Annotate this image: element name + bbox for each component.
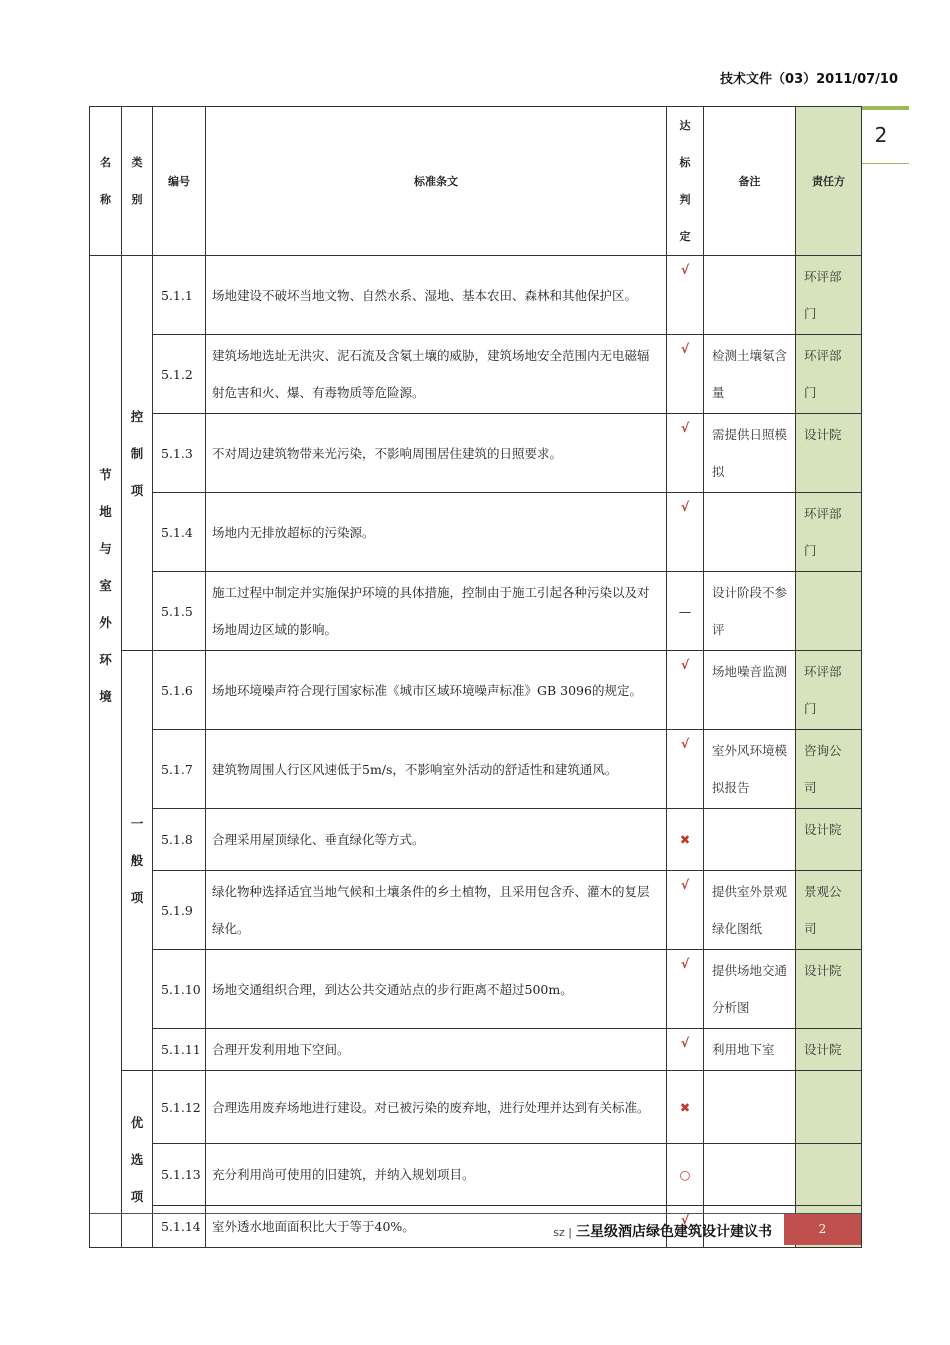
row-standard-text: 合理采用屋顶绿化、垂直绿化等方式。 [206,809,667,871]
row-responsible: 环评部门 [796,256,862,335]
row-number: 5.1.7 [153,730,206,809]
table-row [90,1071,862,1144]
row-standard-text: 充分利用尚可使用的旧建筑，并纳入规划项目。 [206,1144,667,1206]
row-judgement-mark: ✖ [667,1071,704,1144]
row-judgement-mark: √ [667,414,704,493]
row-number: 5.1.13 [153,1144,206,1206]
row-number: 5.1.12 [153,1071,206,1144]
row-standard-text: 不对周边建筑物带来光污染，不影响周围居住建筑的日照要求。 [206,414,667,493]
row-standard-text: 场地交通组织合理，到达公共交通站点的步行距离不超过500m。 [206,950,667,1029]
table-row [90,335,862,414]
row-responsible: 环评部门 [796,651,862,730]
header-note: 备注 [704,107,796,256]
row-note: 室外风环境模拟报告 [704,730,796,809]
header-number: 编号 [153,107,206,256]
row-standard-text: 合理选用废弃场地进行建设。对已被污染的废弃地，进行处理并达到有关标准。 [206,1071,667,1144]
row-responsible: 设计院 [796,1029,862,1071]
table-header-row [90,107,862,256]
row-note [704,493,796,572]
row-number: 5.1.9 [153,871,206,950]
table-row [90,493,862,572]
footer-divider [89,1213,861,1214]
section-name-cell: 节地与室外环境 [90,256,122,1248]
row-note: 需提供日照模拟 [704,414,796,493]
table-row [90,256,862,335]
table-row [90,572,862,651]
row-note: 提供室外景观绿化图纸 [704,871,796,950]
row-standard-text: 合理开发利用地下空间。 [206,1029,667,1071]
category-cell: 一般项 [122,651,153,1071]
row-note [704,1144,796,1206]
row-responsible: 环评部门 [796,493,862,572]
row-number: 5.1.5 [153,572,206,651]
row-note: 场地噪音监测 [704,651,796,730]
row-judgement-mark: √ [667,1206,704,1248]
table-row [90,730,862,809]
row-judgement-mark: √ [667,950,704,1029]
table-row [90,871,862,950]
table-row [90,1144,862,1206]
row-responsible: 设计院 [796,950,862,1029]
row-standard-text: 建筑物周围人行区风速低于5m/s，不影响室外活动的舒适性和建筑通风。 [206,730,667,809]
row-responsible: 设计院 [796,414,862,493]
row-judgement-mark: √ [667,730,704,809]
row-responsible: 设计院 [796,809,862,871]
row-judgement-mark: ✖ [667,809,704,871]
row-judgement-mark: √ [667,493,704,572]
standards-table [89,106,862,1248]
row-judgement-mark: √ [667,1029,704,1071]
row-note [704,256,796,335]
table-row [90,414,862,493]
header-responsible: 责任方 [796,107,862,256]
row-responsible: 景观公司 [796,871,862,950]
row-number: 5.1.14 [153,1206,206,1248]
row-judgement-mark: √ [667,335,704,414]
row-number: 5.1.2 [153,335,206,414]
row-number: 5.1.6 [153,651,206,730]
category-cell: 优选项 [122,1071,153,1248]
row-note: 利用地下室 [704,1029,796,1071]
row-judgement-mark: √ [667,651,704,730]
row-number: 5.1.10 [153,950,206,1029]
row-responsible [796,572,862,651]
row-responsible [796,1071,862,1144]
row-standard-text: 场地内无排放超标的污染源。 [206,493,667,572]
document-header: 技术文件（03）2011/07/10 [720,72,898,87]
table-row [90,651,862,730]
row-responsible: 咨询公司 [796,730,862,809]
header-category: 类别 [122,107,153,256]
table-row [90,1029,862,1071]
header-standard: 标准条文 [206,107,667,256]
footer-title [553,1221,772,1241]
footer-document-title: 三星级酒店绿色建筑设计建议书 [576,1224,772,1240]
row-number: 5.1.11 [153,1029,206,1071]
table-row [90,809,862,871]
row-responsible [796,1144,862,1206]
row-responsible: 环评部门 [796,335,862,414]
header-judgement: 达标判定 [667,107,704,256]
row-judgement-mark: — [667,572,704,651]
row-standard-text: 绿化物种选择适宜当地气候和土壤条件的乡土植物，且采用包含乔、灌木的复层绿化。 [206,871,667,950]
footer-page-number: 2 [784,1214,861,1245]
row-judgement-mark: ○ [667,1144,704,1206]
row-number: 5.1.8 [153,809,206,871]
footer-prefix: sz | [553,1226,572,1239]
row-number: 5.1.1 [153,256,206,335]
row-judgement-mark: √ [667,256,704,335]
row-standard-text: 建筑场地选址无洪灾、泥石流及含氡土壤的威胁，建筑场地安全范围内无电磁辐射危害和火、爆、有毒物质等危险源。 [206,335,667,414]
row-judgement-mark: √ [667,871,704,950]
table-row [90,950,862,1029]
header-name: 名称 [90,107,122,256]
row-note: 提供场地交通分析图 [704,950,796,1029]
row-standard-text: 施工过程中制定并实施保护环境的具体措施，控制由于施工引起各种污染以及对场地周边区域的影响。 [206,572,667,651]
row-standard-text: 场地环境噪声符合现行国家标准《城市区域环境噪声标准》GB 3096的规定。 [206,651,667,730]
row-note [704,1071,796,1144]
row-number: 5.1.4 [153,493,206,572]
row-standard-text: 室外透水地面面积比大于等于40%。 [206,1206,667,1248]
row-number: 5.1.3 [153,414,206,493]
page-number-tab: 2 [853,106,909,164]
category-cell: 控制项 [122,256,153,651]
row-note [704,809,796,871]
row-note: 检测土壤氡含量 [704,335,796,414]
row-standard-text: 场地建设不破坏当地文物、自然水系、湿地、基本农田、森林和其他保护区。 [206,256,667,335]
row-note: 设计阶段不参评 [704,572,796,651]
